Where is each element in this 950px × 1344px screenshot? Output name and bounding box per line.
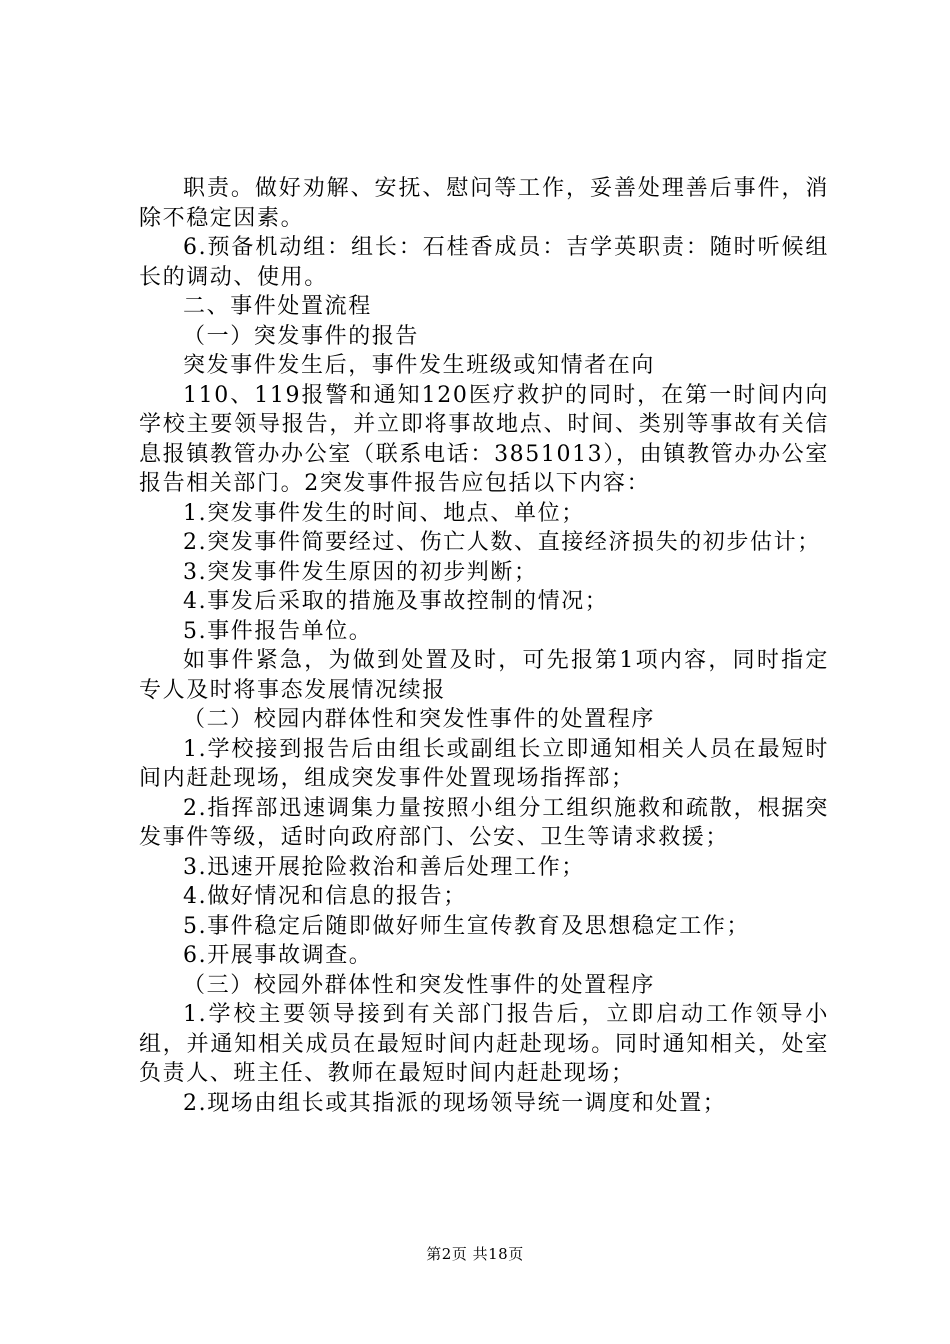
list-item-report-cause: 3.突发事件发生原因的初步判断；	[183, 559, 538, 585]
paragraph-duty-continuation: 职责。做好劝解、安抚、慰问等工作，妥善处理善后事件，消除不稳定因素。	[139, 176, 829, 231]
list-item-on-campus-6: 6.开展事故调查。	[183, 943, 373, 968]
list-item-report-summary: 2.突发事件简要经过、伤亡人数、直接经济损失的初步估计；	[183, 530, 821, 555]
paragraph-after-incident: 突发事件发生后，事件发生班级或知情者在向	[183, 353, 656, 378]
list-item-on-campus-2: 2.指挥部迅速调集力量按照小组分工组织施救和疏散，根据突发事件等级，适时向政府部门、公安、卫生等请求救援；	[139, 795, 829, 850]
paragraph-report-to-leaders: 110、119报警和通知120医疗救护的同时，在第一时间内向学校主要领导报告，并立即将事故地点、时间、类别等事故有关信息报镇教管办办公室（联系电话：3851013），由镇教管办办公室报告相关部门。2突发事件报告应包括以下内容：	[139, 382, 829, 496]
list-item-on-campus-5: 5.事件稳定后随即做好师生宣传教育及思想稳定工作；	[183, 913, 750, 939]
subsection-heading-off-campus: （三）校园外群体性和突发性事件的处置程序	[183, 972, 656, 998]
list-item-off-campus-2: 2.现场由组长或其指派的现场领导统一调度和处置；	[183, 1090, 727, 1116]
paragraph-urgent-reporting: 如事件紧急，为做到处置及时，可先报第1项内容，同时指定专人及时将事态发展情况续报	[139, 648, 829, 703]
list-item-report-measures: 4.事发后采取的措施及事故控制的情况；	[183, 589, 609, 614]
section-heading-procedure: 二、事件处置流程	[183, 294, 372, 319]
list-item-report-unit: 5.事件报告单位。	[183, 618, 373, 644]
subsection-heading-on-campus: （二）校园内群体性和突发性事件的处置程序	[183, 707, 656, 732]
list-item-on-campus-1: 1.学校接到报告后由组长或副组长立即通知相关人员在最短时间内赶赴现场，组成突发事件处置现场指挥部；	[139, 736, 829, 791]
list-item-on-campus-3: 3.迅速开展抢险救治和善后处理工作；	[183, 854, 585, 880]
list-item-off-campus-1: 1.学校主要领导接到有关部门报告后，立即启动工作领导小组，并通知相关成员在最短时间内赶赴现场。同时通知相关，处室负责人、班主任、教师在最短时间内赶赴现场；	[139, 1002, 829, 1086]
list-item-report-time-place: 1.突发事件发生的时间、地点、单位；	[183, 500, 585, 526]
subsection-heading-reporting: （一）突发事件的报告	[183, 323, 420, 349]
list-item-on-campus-4: 4.做好情况和信息的报告；	[183, 884, 467, 909]
paragraph-reserve-mobile-group: 6.预备机动组：组长：石桂香成员：吉学英职责：随时听候组长的调动、使用。	[139, 235, 829, 290]
document-body	[139, 174, 829, 1118]
page-number-footer: 第2页 共18页	[426, 1245, 524, 1263]
